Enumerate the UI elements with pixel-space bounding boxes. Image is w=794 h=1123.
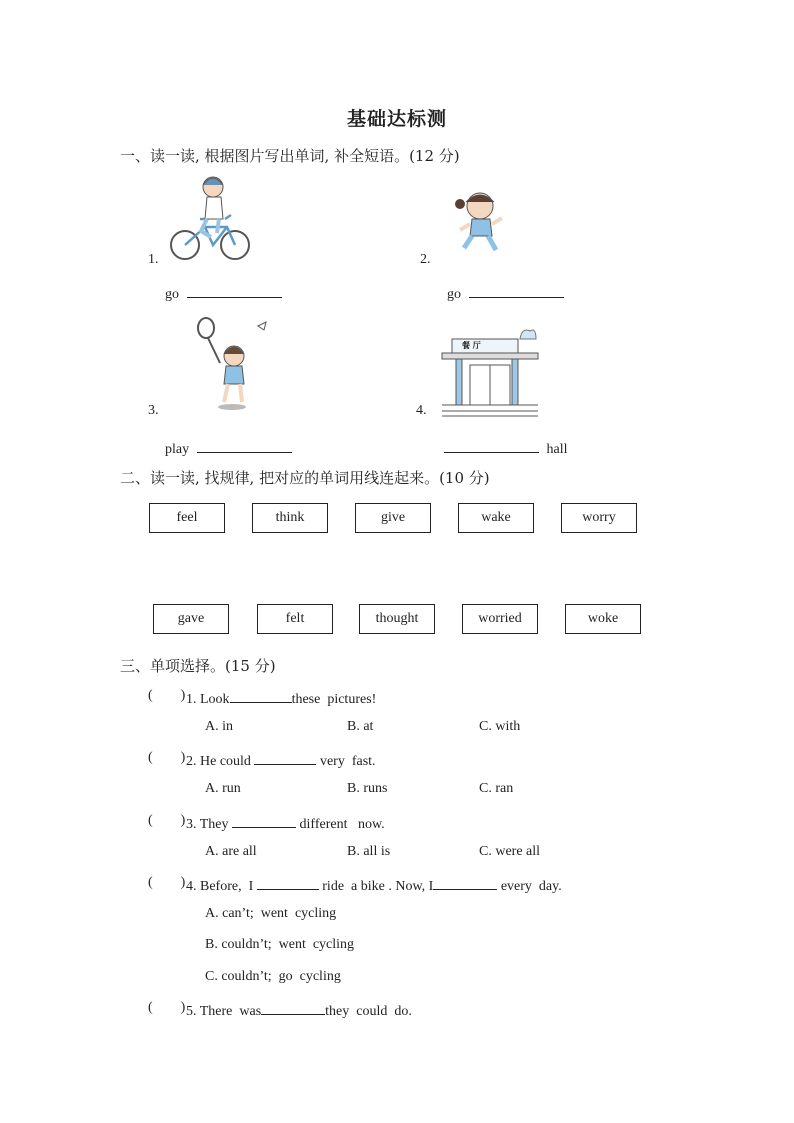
item4-number: 4. (416, 403, 427, 418)
q3-text-post: different now. (296, 817, 385, 832)
q2-text-pre: 2. He could (186, 754, 255, 769)
q3-option-c[interactable]: C. were all (479, 844, 541, 859)
top-word-box[interactable]: give (355, 503, 431, 533)
question-4 (186, 875, 562, 895)
top-word-box[interactable]: think (252, 503, 328, 533)
section2-heading: 二、读一读, 找规律, 把对应的单词用线连起来。(10 分) (120, 469, 490, 487)
item4-phrase (444, 438, 568, 458)
q4-answer-paren[interactable]: ( ) (148, 875, 186, 890)
q2-blank[interactable] (254, 750, 316, 765)
q4-blank-1[interactable] (257, 875, 319, 890)
item2-phrase (447, 283, 564, 303)
item1-phrase (165, 283, 282, 303)
q3-option-b[interactable]: B. all is (347, 844, 391, 859)
q1-text-post: these pictures! (291, 692, 377, 707)
q2-option-c[interactable]: C. ran (479, 781, 514, 796)
q3-option-a[interactable]: A. are all (205, 844, 257, 859)
q3-text-pre: 3. They (186, 817, 233, 832)
item3-pre: play (165, 442, 190, 457)
question-3 (186, 813, 385, 833)
q5-blank[interactable] (261, 1000, 325, 1015)
item1-pre: go (165, 287, 179, 302)
section3-heading: 三、单项选择。(15 分) (120, 657, 276, 675)
item4-post: hall (546, 442, 568, 457)
item2-number: 2. (420, 252, 431, 267)
bottom-word-box[interactable]: felt (257, 604, 333, 634)
dining-hall-sign-text: 餐 厅 (462, 341, 481, 350)
page-title: 基础达标测 (346, 108, 447, 130)
q1-option-a[interactable]: A. in (205, 719, 233, 734)
bottom-word-box[interactable]: woke (565, 604, 641, 634)
q1-option-b[interactable]: B. at (347, 719, 374, 734)
q4-option-a[interactable]: A. can’t; went cycling (205, 906, 337, 921)
badminton-girl-illustration (190, 318, 280, 413)
bottom-word-box[interactable]: thought (359, 604, 435, 634)
q4-text-pre: 4. Before, I (186, 879, 257, 894)
q2-option-a[interactable]: A. run (205, 781, 241, 796)
q5-answer-paren[interactable]: ( ) (148, 1000, 186, 1015)
question-5 (186, 1000, 412, 1020)
q4-blank-2[interactable] (433, 875, 497, 890)
q5-text-post: they could do. (325, 1004, 412, 1019)
q3-answer-paren[interactable]: ( ) (148, 813, 186, 828)
q1-option-c[interactable]: C. with (479, 719, 521, 734)
top-word-box[interactable]: feel (149, 503, 225, 533)
item1-blank[interactable] (187, 283, 282, 298)
bottom-word-box[interactable]: gave (153, 604, 229, 634)
q1-text-pre: 1. Look (186, 692, 230, 707)
q1-answer-paren[interactable]: ( ) (148, 688, 186, 703)
dining-hall-illustration (442, 325, 538, 417)
top-word-box[interactable]: worry (561, 503, 637, 533)
q1-blank[interactable] (230, 688, 292, 703)
item4-blank[interactable] (444, 438, 539, 453)
item3-blank[interactable] (197, 438, 292, 453)
q4-option-b[interactable]: B. couldn’t; went cycling (205, 937, 355, 952)
item2-blank[interactable] (469, 283, 564, 298)
item3-phrase (165, 438, 292, 458)
question-1 (186, 688, 376, 708)
q3-blank[interactable] (232, 813, 296, 828)
q4-option-c[interactable]: C. couldn’t; go cycling (205, 969, 341, 984)
q2-answer-paren[interactable]: ( ) (148, 750, 186, 765)
item2-pre: go (447, 287, 461, 302)
q5-text-pre: 5. There was (186, 1004, 262, 1019)
item1-number: 1. (148, 252, 159, 267)
running-girl-illustration (450, 188, 510, 258)
q2-option-b[interactable]: B. runs (347, 781, 388, 796)
q4-text-mid: ride a bike . Now, I (318, 879, 434, 894)
q2-text-post: very fast. (316, 754, 376, 769)
question-2 (186, 750, 376, 770)
cycling-boy-illustration (165, 175, 255, 263)
q4-text-post: every day. (497, 879, 562, 894)
top-word-box[interactable]: wake (458, 503, 534, 533)
bottom-word-box[interactable]: worried (462, 604, 538, 634)
section1-heading: 一、读一读, 根据图片写出单词, 补全短语。(12 分) (120, 147, 460, 165)
item3-number: 3. (148, 403, 159, 418)
